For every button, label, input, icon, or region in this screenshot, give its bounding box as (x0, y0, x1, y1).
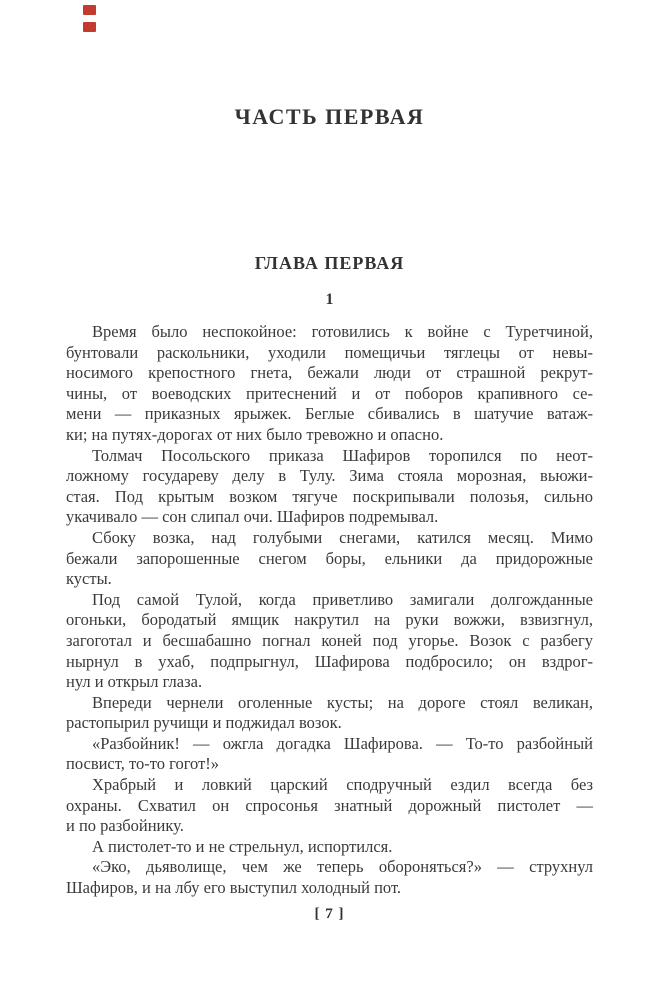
text-line: Под самой Тулой, когда приветливо замигали долгожданные (92, 589, 593, 609)
body-paragraph (66, 528, 593, 590)
body-paragraph (66, 590, 593, 693)
text-line: «Эко, дьяволище, чем же теперь обороняться?» — струхнул (92, 857, 593, 877)
body-paragraph (66, 857, 593, 898)
text-line: ки; на путях-дорогах от них было тревожно и опасно. (66, 424, 444, 444)
text-line: Толмач Посольского приказа Шафиров торопился по неот- (92, 445, 593, 465)
body-paragraph (66, 693, 593, 734)
body-paragraph (66, 775, 593, 837)
page-body (66, 322, 593, 899)
text-line: загоготал и бесшабашно погнал коней под угорье. Возок с разбегу (66, 630, 593, 650)
text-line: Впереди чернели оголенные кусты; на дороге стоял великан, (92, 692, 593, 712)
text-line: Храбрый и ловкий царский сподручный ездил всегда без (92, 775, 593, 795)
text-line: укачивало — сон слипал очи. Шафиров подремывал. (66, 507, 439, 527)
text-line: мени — приказных ярыжек. Беглые сбивались в шатучие ватаж- (66, 404, 593, 424)
body-paragraph (66, 734, 593, 775)
text-line: А пистолет-то и не стрельнул, испортился. (92, 836, 393, 856)
section-number: 1 (325, 291, 334, 308)
body-paragraph (66, 446, 593, 528)
text-line: кусты. (66, 569, 112, 589)
scan-artifact-marks (83, 5, 96, 39)
text-line: и по разбойнику. (66, 816, 184, 836)
text-line: Сбоку возка, над голубыми снегами, катился месяц. Мимо (92, 527, 593, 547)
text-line: огоньки, бородатый ямщик накрутил на руки вожжи, взвизгнул, (66, 610, 593, 630)
text-line: нул и открыл глаза. (66, 672, 203, 692)
text-line: бунтовали раскольники, уходили помещичьи тяглецы от невы- (66, 342, 593, 362)
text-line: нырнул в ухаб, подпрыгнул, Шафирова подбросило; он вздрог- (66, 651, 593, 671)
text-line: «Разбойник! — ожгла догадка Шафирова. — То-то разбойный (92, 733, 593, 753)
text-line: охраны. Схватил он спросонья знатный дорожный пистолет — (66, 795, 593, 815)
text-line: посвист, то-то гогот!» (66, 754, 220, 774)
red-scan-mark (83, 5, 96, 15)
body-paragraph (66, 322, 593, 446)
text-line: носимого крепостного гнета, бежали люди от страшной рекрут- (66, 363, 593, 383)
text-line: Шафиров, и на лбу его выступил холодный пот. (66, 878, 402, 898)
text-line: Время было неспокойное: готовились к войне с Туретчиной, (92, 322, 593, 341)
body-paragraph (66, 837, 593, 858)
chapter-title: ГЛАВА ПЕРВАЯ (254, 253, 405, 273)
text-line: чины, от воеводских притеснений и от поборов крапивного се- (66, 383, 593, 403)
text-line: стая. Под крытым возком тягуче поскрипывали полозья, сильно (66, 486, 593, 506)
part-title: ЧАСТЬ ПЕРВАЯ (234, 104, 425, 129)
page-number: [ 7 ] (314, 906, 345, 922)
text-line: ложному государеву делу в Тулу. Зима стояла морозная, вьюжи- (66, 466, 593, 486)
red-scan-mark (83, 22, 96, 32)
text-line: растопырил ручищи и поджидал возок. (66, 713, 342, 733)
text-line: бежали запорошенные снегом боры, ельники да придорожные (66, 548, 593, 568)
